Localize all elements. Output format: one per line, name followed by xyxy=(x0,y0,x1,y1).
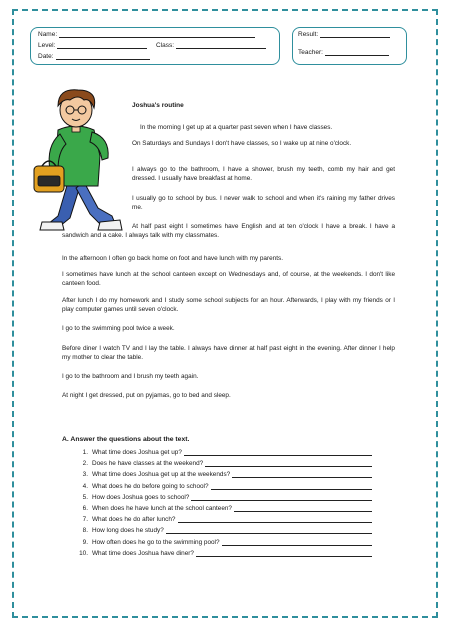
answer-line[interactable] xyxy=(196,549,372,557)
reading-title: Joshua's routine xyxy=(132,102,184,109)
answer-line[interactable] xyxy=(234,504,372,512)
question-text: What time does Joshua get up? xyxy=(92,449,182,456)
question-row[interactable] xyxy=(66,448,372,456)
question-number: 8. xyxy=(82,527,88,535)
teacher-field[interactable] xyxy=(298,48,389,56)
reading-paragraph-1: In the morning I get up at a quarter past seven when I have classes. xyxy=(140,124,333,131)
question-row[interactable] xyxy=(66,470,372,478)
class-label: Class: xyxy=(156,42,175,49)
reading-paragraph-9: I go to the swimming pool twice a week. xyxy=(62,325,175,332)
question-row[interactable] xyxy=(66,549,372,557)
question-text: How often does he go to the swimming pool? xyxy=(92,538,220,546)
reading-paragraph-6: In the afternoon I often go back home on foot and have lunch with my parents. xyxy=(62,255,283,262)
answer-line[interactable] xyxy=(184,448,372,456)
question-number: 2. xyxy=(82,460,88,468)
question-number: 10. xyxy=(79,549,88,557)
question-row[interactable] xyxy=(66,459,372,467)
answer-line[interactable] xyxy=(211,482,372,490)
reading-paragraph-10: Before diner I watch TV and I lay the table. I always have dinner at half past eight in the evening. After dinner I help my mother to clear the table. xyxy=(62,345,395,362)
name-line[interactable] xyxy=(59,30,255,38)
date-field[interactable] xyxy=(38,52,150,60)
level-field[interactable] xyxy=(38,41,147,49)
answer-line[interactable] xyxy=(232,470,372,478)
question-text: What time does Joshua have diner? xyxy=(92,549,194,557)
reading-paragraph-3: I always go to the bathroom, I have a shower, brush my teeth, comb my hair and get dressed. I usually have breakfast at home. xyxy=(132,166,395,183)
reading-paragraph-7: I sometimes have lunch at the school canteen except on Wednesdays and, of course, at the weekends. I don't like canteen food. xyxy=(62,271,395,288)
date-line[interactable] xyxy=(56,52,150,60)
class-field[interactable] xyxy=(156,41,266,49)
answer-line[interactable] xyxy=(178,515,373,523)
question-text: How does Joshua goes to school? xyxy=(92,493,190,501)
level-label: Level: xyxy=(38,42,56,49)
question-number: 1. xyxy=(82,449,88,456)
question-number: 6. xyxy=(82,505,88,512)
name-label: Name: xyxy=(38,31,58,38)
boy-with-schoolbag-illustration xyxy=(28,86,124,238)
answer-line[interactable] xyxy=(191,493,372,501)
result-line[interactable] xyxy=(320,30,390,38)
question-number: 7. xyxy=(82,516,88,524)
teacher-label: Teacher: xyxy=(298,49,323,56)
question-number: 4. xyxy=(82,482,88,490)
reading-paragraph-8: After lunch I do my homework and I study some school subjects for an hour. Afterwards, I play with my friends or I play computer games until seven o'clock. xyxy=(62,297,395,314)
exercise-title: A. Answer the questions about the text. xyxy=(62,436,190,443)
reading-paragraph-12: At night I get dressed, put on pyjamas, go to bed and sleep. xyxy=(62,392,231,399)
question-row[interactable] xyxy=(66,504,372,512)
reading-paragraph-2: On Saturdays and Sundays I don't have classes, so I wake up at nine o'clock. xyxy=(132,140,352,147)
answer-line[interactable] xyxy=(222,538,372,546)
question-row[interactable] xyxy=(66,538,372,546)
reading-paragraph-4: I usually go to school by bus. I never walk to school and when it's raining my father drives me. xyxy=(132,195,395,212)
answer-line[interactable] xyxy=(166,526,372,534)
reading-paragraph-5: At half past eight I sometimes have English and at ten o'clock I have a break. I have a sandwich and a cake. I always talk with my classmates. xyxy=(62,223,395,240)
question-number: 5. xyxy=(82,493,88,501)
question-row[interactable] xyxy=(66,515,372,523)
class-line[interactable] xyxy=(176,41,266,49)
question-text: Does he have classes at the weekend? xyxy=(92,460,204,468)
date-label: Date: xyxy=(38,53,54,60)
name-field[interactable] xyxy=(38,30,255,38)
answer-line[interactable] xyxy=(205,459,372,467)
question-number: 3. xyxy=(82,471,88,479)
result-label: Result: xyxy=(298,31,319,38)
question-text: How long does he study? xyxy=(92,527,164,535)
question-text: When does he have lunch at the school canteen? xyxy=(92,505,232,512)
question-text: What time does Joshua get up at the weekends? xyxy=(92,471,231,479)
question-row[interactable] xyxy=(66,482,372,490)
reading-paragraph-11: I go to the bathroom and I brush my teeth again. xyxy=(62,373,199,380)
question-text: What does he do after lunch? xyxy=(92,516,176,524)
question-text: What does he do before going to school? xyxy=(92,482,209,490)
level-line[interactable] xyxy=(57,41,147,49)
question-row[interactable] xyxy=(66,493,372,501)
teacher-line[interactable] xyxy=(325,48,389,56)
result-field[interactable] xyxy=(298,30,390,38)
question-row[interactable] xyxy=(66,526,372,534)
question-number: 9. xyxy=(82,538,88,546)
